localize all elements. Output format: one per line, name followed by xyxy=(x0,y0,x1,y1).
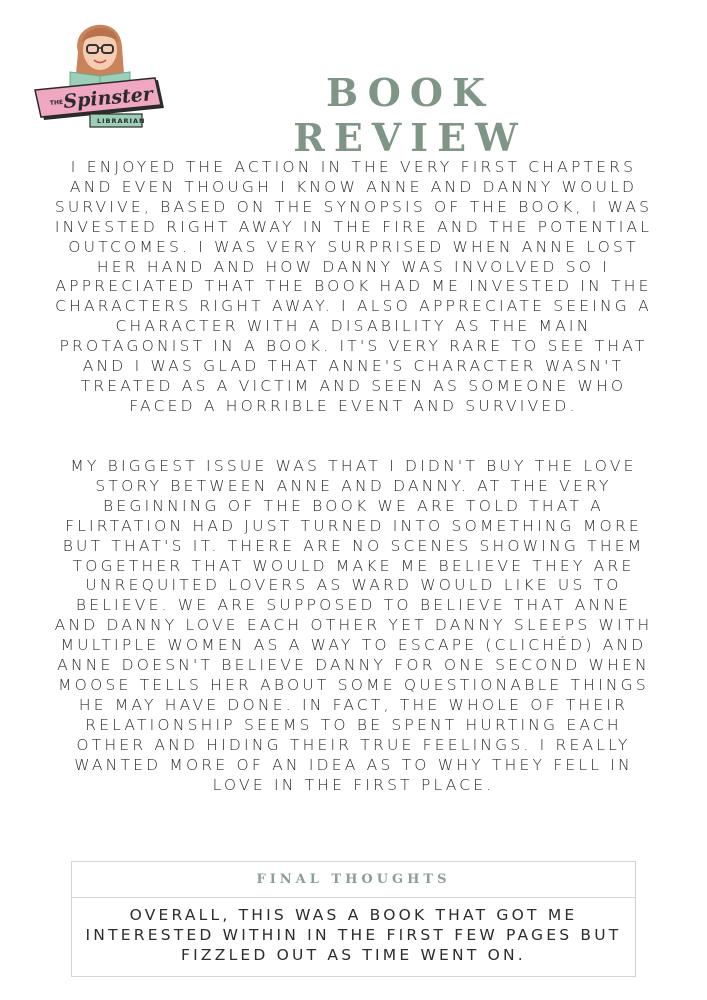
final-thoughts-box xyxy=(71,861,636,977)
page-title: BOOK REVIEW xyxy=(293,70,527,160)
spinster-librarian-logo xyxy=(30,12,170,137)
review-paragraph-1: I ENJOYED THE ACTION IN THE VERY FIRST CHAPTERS AND EVEN THOUGH I KNOW ANNE AND DANNY WOULD SURVIVE, BASED ON THE SYNOPSIS OF THE BOOK, I WAS INVESTED RIGHT AWAY IN THE FIRE AND THE POTENTIAL OUTCOMES. I WAS VERY SURPRISED WHEN ANNE LOST HER HAND AND HOW DANNY WAS INVOLVED SO I APPRECIATED THAT THE BOOK HAD ME INVESTED IN THE CHARACTERS RIGHT AWAY. I ALSO APPRECIATE SEEING A CHARACTER WITH A DISABILITY AS THE MAIN PROTAGONIST IN A BOOK. IT'S VERY RARE TO SEE THAT AND I WAS GLAD THAT ANNE'S CHARACTER WASN'T TREATED AS A VICTIM AND SEEN AS SOMEONE WHO FACED A HORRIBLE EVENT AND SURVIVED. xyxy=(54,158,653,415)
final-thoughts-text: OVERALL, THIS WAS A BOOK THAT GOT ME INTERESTED WITHIN IN THE FIRST FEW PAGES BUT FIZZLED OUT AS TIME WENT ON. xyxy=(85,906,622,964)
logo-spinster-text: Spinster xyxy=(62,83,154,113)
logo-librarian-text: LIBRARIAN xyxy=(97,117,146,125)
final-thoughts-heading: FINAL THOUGHTS xyxy=(72,862,635,898)
logo-the-text: THE xyxy=(49,98,64,107)
review-paragraph-2: MY BIGGEST ISSUE WAS THAT I DIDN'T BUY THE LOVE STORY BETWEEN ANNE AND DANNY. AT THE VERY BEGINNING OF THE BOOK WE ARE TOLD THAT A FLIRTATION HAD JUST TURNED INTO SOMETHING MORE BUT THAT'S IT. THERE ARE NO SCENES SHOWING THEM TOGETHER THAT WOULD MAKE ME BELIEVE THEY ARE UNREQUITED LOVERS AS WARD WOULD LIKE US TO BELIEVE. WE ARE SUPPOSED TO BELIEVE THAT ANNE AND DANNY LOVE EACH OTHER YET DANNY SLEEPS WITH MULTIPLE WOMEN AS A WAY TO ESCAPE (CLICHÉD) AND ANNE DOESN'T BELIEVE DANNY FOR ONE SECOND WHEN MOOSE TELLS HER ABOUT SOME QUESTIONABLE THINGS HE MAY HAVE DONE. IN FACT, THE WHOLE OF THEIR RELATIONSHIP SEEMS TO BE SPENT HURTING EACH OTHER AND HIDING THEIR TRUE FEELINGS. I REALLY WANTED MORE OF AN IDEA AS TO WHY THEY FELL IN LOVE IN THE FIRST PLACE. xyxy=(54,457,653,794)
